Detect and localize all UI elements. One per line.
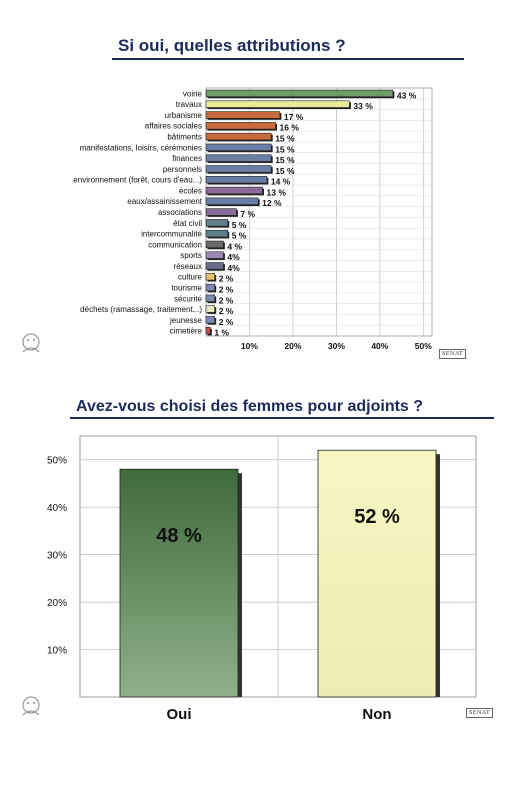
chart1-value-label: 15 % [275, 165, 295, 176]
chart1-value-label: 33 % [353, 101, 373, 112]
chart1-value-label: 4 % [227, 241, 243, 252]
chart1-bar [206, 219, 228, 226]
chart1-category-label: écoles [178, 186, 202, 196]
chart1-bar [206, 209, 236, 216]
chart1-category-label: tourisme [171, 283, 202, 293]
chart2-title: Avez-vous choisi des femmes pour adjoints ? [76, 398, 424, 415]
chart1-bar [206, 133, 271, 140]
chart1-bar [206, 144, 271, 151]
chart2-value-label: 48 % [156, 525, 202, 548]
chart1-value-label: 13 % [266, 187, 286, 198]
chart1-value-label: 2 % [218, 284, 234, 295]
chart1-value-label: 5 % [231, 230, 247, 241]
chart2-category-label: Non [362, 706, 392, 723]
chart1-title: Si oui, quelles attributions ? [118, 36, 346, 55]
chart1-value-label: 2 % [218, 295, 234, 306]
chart1-value-label: 1 % [214, 327, 230, 338]
chart1-category-label: sports [180, 251, 202, 261]
chart1-bar [206, 306, 215, 313]
chart1-bar [206, 252, 223, 259]
chart2-value-label: 52 % [354, 506, 400, 529]
chart1-bar [206, 187, 263, 194]
chart1-value-label: 43 % [396, 90, 417, 101]
chart1-bar [206, 112, 280, 119]
chart2-bar [120, 469, 238, 697]
chart1-bar [206, 198, 258, 205]
chart1-category-label: bâtiments [167, 132, 202, 142]
chart1-bar [206, 155, 271, 162]
chart1-category-label: travaux [175, 100, 202, 110]
chart1-category-label: eaux/assainissement [127, 197, 202, 207]
chart1-x-tick-label: 50% [414, 341, 432, 351]
chart1-category-label: sécurité [173, 294, 202, 304]
chart1-bar [206, 122, 276, 129]
chart1-category-label: environnement (forêt, cours d'eau...) [73, 175, 202, 185]
chart1-value-label: 2 % [218, 316, 234, 327]
chart1-value-label: 15 % [275, 155, 295, 166]
chart1-category-label: associations [157, 208, 202, 217]
chart1-bar [206, 166, 271, 173]
mascot-logo-icon [18, 330, 44, 358]
chart1-value-label: 4% [227, 262, 240, 273]
chart1-bar [206, 241, 223, 248]
chart1-category-label: urbanisme [164, 110, 202, 120]
chart1-category-label: déchets (ramassage, traitement...) [80, 305, 202, 315]
chart1-category-label: personnels [162, 164, 202, 174]
chart1-category-label: finances [172, 154, 202, 164]
chart1-category-label: communication [148, 240, 202, 250]
chart1-value-label: 5 % [231, 219, 247, 230]
chart1-bar [206, 273, 215, 280]
chart1-bar [206, 295, 215, 302]
chart1-category-label: réseaux [173, 261, 202, 271]
chart1-value-label: 12 % [262, 198, 282, 209]
chart1-category-label: intercommunalité [141, 229, 202, 239]
chart1-x-tick-label: 20% [284, 341, 302, 351]
chart1-bar [206, 284, 215, 291]
chart1-bar [206, 230, 228, 237]
chart1-value-label: 16 % [279, 122, 299, 133]
chart2-y-tick-label: 50% [46, 455, 67, 467]
chart1-category-label: jeunesse [169, 315, 202, 325]
chart2-y-tick-label: 10% [46, 645, 67, 657]
chart1-value-label: 15 % [275, 144, 295, 155]
chart2-y-tick-label: 20% [46, 598, 67, 610]
chart1-x-tick-label: 40% [371, 341, 389, 351]
chart1-bar [206, 263, 223, 270]
chart1-bar [206, 101, 349, 108]
chart1-value-label: 14 % [270, 176, 291, 187]
chart1-category-label: état civil [173, 218, 202, 228]
chart1-value-label: 4% [227, 252, 240, 263]
chart1-category-label: affaires sociales [144, 121, 202, 131]
chart1-category-label: voirie [182, 89, 202, 99]
chart2-y-tick-label: 40% [46, 503, 67, 515]
chart2-category-label: Oui [166, 706, 192, 723]
chart1-value-label: 2 % [218, 273, 234, 284]
chart2-y-tick-label: 30% [46, 550, 67, 562]
chart1-category-label: culture [177, 272, 202, 282]
mascot-logo-icon-2 [18, 693, 44, 721]
chart1-value-label: 15 % [275, 133, 295, 144]
senat-stamp: SENAT [439, 349, 466, 359]
chart1-x-tick-label: 10% [240, 341, 258, 351]
chart1-category-label: manifestations, loisirs, cérémonies [79, 143, 202, 153]
chart1-bar [206, 327, 210, 334]
chart1-bar [206, 176, 267, 183]
chart2-bar [318, 450, 436, 697]
chart1-category-label: cimetière [169, 326, 202, 336]
chart1-value-label: 2 % [218, 306, 234, 317]
chart1-x-tick-label: 30% [327, 341, 345, 351]
chart1-value-label: 17 % [283, 111, 304, 122]
chart1-bar [206, 90, 393, 97]
senat-stamp-2: SENAT [466, 708, 493, 718]
chart1-value-label: 7 % [240, 209, 256, 219]
chart1-bar [206, 316, 215, 323]
